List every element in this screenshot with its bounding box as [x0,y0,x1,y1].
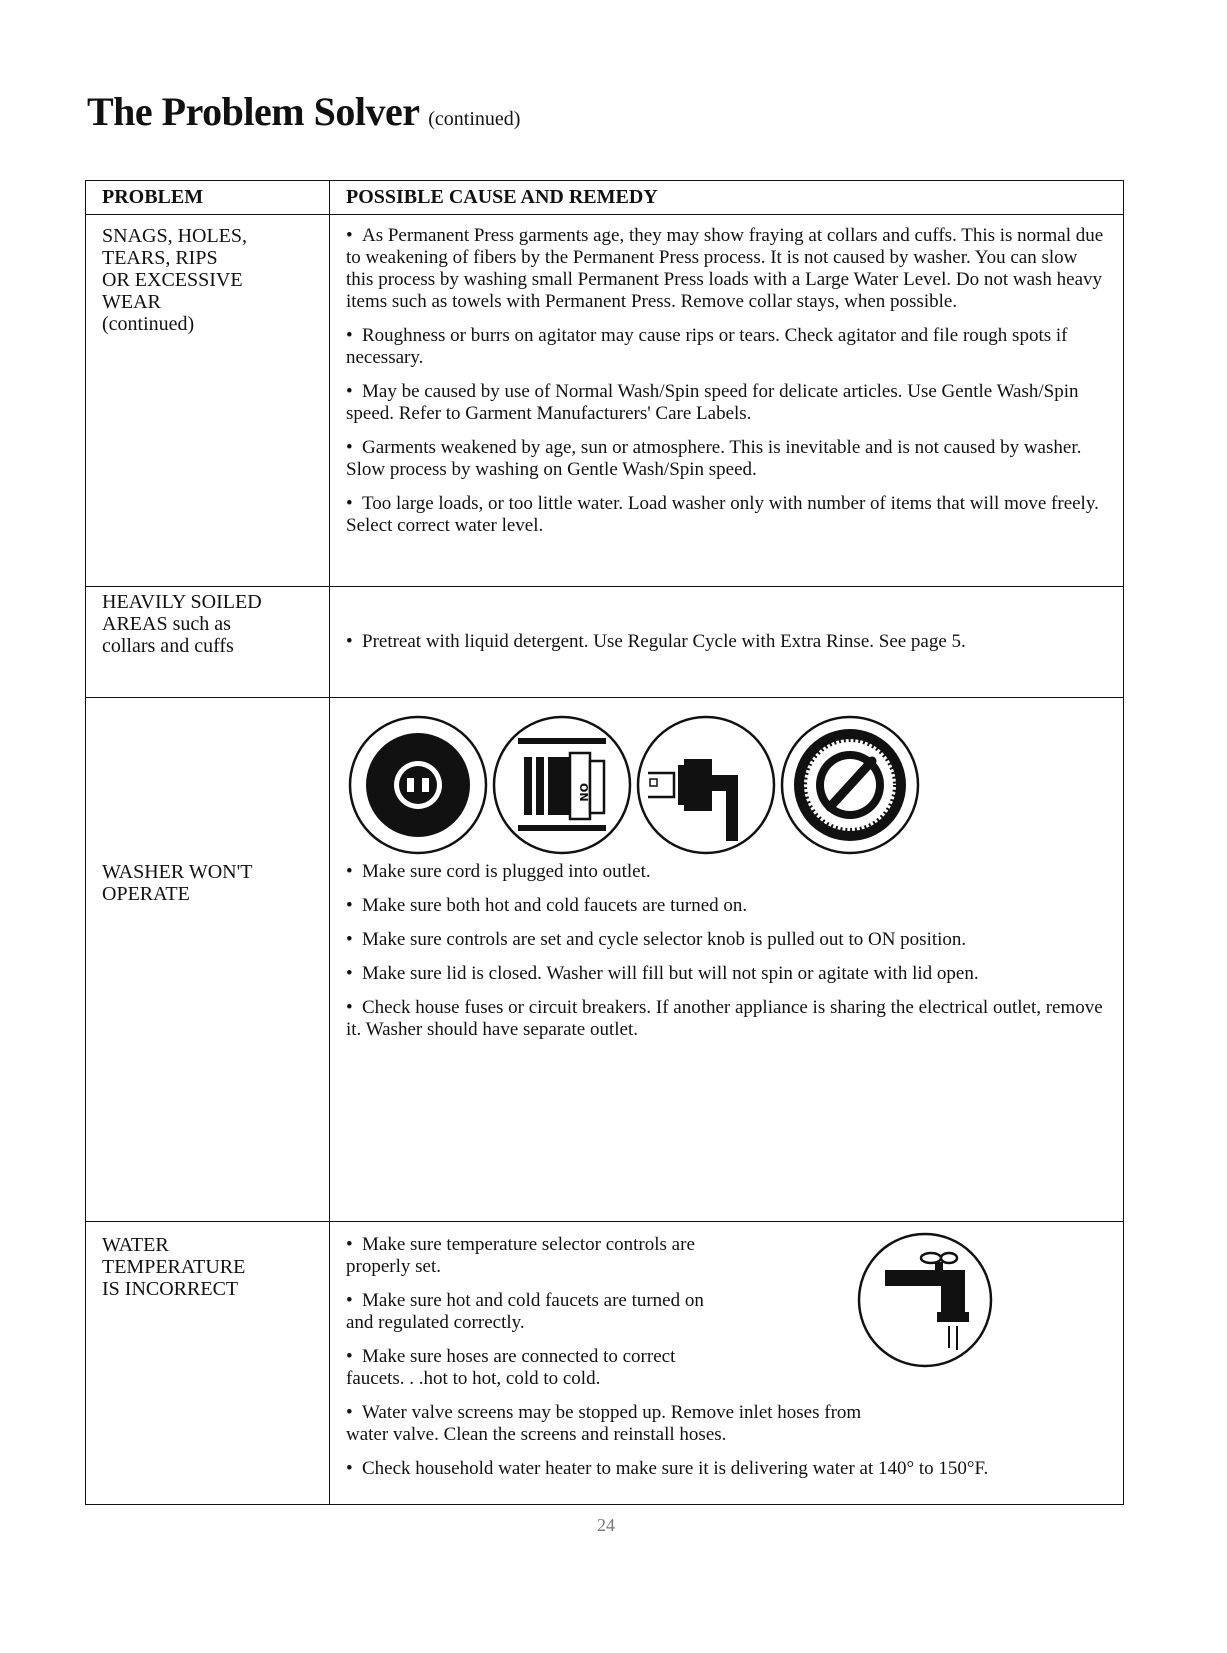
remedy-text: Make sure temperature selector controls are properly set. [346,1234,695,1277]
remedy-text: Pretreat with liquid detergent. Use Regular Cycle with Extra Rinse. See page 5. [362,631,966,652]
circuit-breaker-icon [490,713,634,857]
remedy-item: • Make sure both hot and cold faucets are turned on. [346,895,748,916]
problem-text: SNAGS, HOLES, TEARS, RIPS OR EXCESSIVE WEAR (continued) [102,225,248,335]
remedy-text: As Permanent Press garments age, they may show fraying at collars and cuffs. This is normal due to weakening of fibers by the Permanent Press process. It is not caused by washer. You can slow this process by washing small Permanent Press loads with a Large Water Level. Do not wash heavy items such as towels with Permanent Press. Remove collar stays, when possible. [346,225,1104,312]
problem-text: HEAVILY SOILED AREAS such as collars and cuffs [102,591,262,657]
remedy-item: • Too large loads, or too little water. Load washer only with number of items that will move freely. Select correct water level. [346,493,1099,536]
remedy-item: • Make sure lid is closed. Washer will fill but will not spin or agitate with lid open. [346,963,979,984]
title-suffix: (continued) [428,108,521,130]
remedy-item: • Water valve screens may be stopped up. Remove inlet hoses from water valve. Clean the screens and reinstall hoses. [346,1402,862,1445]
remedy-text: Check household water heater to make sure it is delivering water at 140° to 150°F. [362,1458,989,1479]
remedy-list [346,225,1107,537]
remedy-text: Too large loads, or too little water. Load washer only with number of items that will move freely. Select correct water level. [346,493,1099,536]
header-remedy: POSSIBLE CAUSE AND REMEDY [330,181,1124,215]
cycle-dial-icon [778,713,922,857]
remedy-text: Check house fuses or circuit breakers. If another appliance is sharing the electrical outlet, remove it. Washer should have separate outlet. [346,997,1103,1040]
icon-strip [346,713,1107,861]
remedy-item: • As Permanent Press garments age, they may show fraying at collars and cuffs. This is normal due to weakening of fibers by the Permanent Press process. It is not caused by washer. You can slow this process by washing small Permanent Press loads with a Large Water Level. Do not wash heavy items such as towels with Permanent Press. Remove collar stays, when possible. [346,225,1104,312]
problem-cell [86,215,330,587]
table-row [86,698,1124,1222]
remedy-item: • Make sure hot and cold faucets are turned on and regulated correctly. [346,1290,704,1333]
remedy-list [346,861,1107,1041]
faucet-icon [855,1230,995,1370]
remedy-text: Water valve screens may be stopped up. Remove inlet hoses from water valve. Clean the screens and reinstall hoses. [346,1402,862,1445]
remedy-text: Garments weakened by age, sun or atmosphere. This is inevitable and is not caused by washer. Slow process by washing on Gentle Wash/Spin speed. [346,437,1082,480]
remedy-cell [330,698,1124,1222]
table-row [86,215,1124,587]
remedy-item: • Pretreat with liquid detergent. Use Regular Cycle with Extra Rinse. See page 5. [346,631,966,652]
table-header-row [86,181,1124,215]
remedy-item: • Make sure hoses are connected to correct faucets. . .hot to hot, cold to cold. [346,1346,676,1389]
remedy-item: • Roughness or burrs on agitator may cause rips or tears. Check agitator and file rough spots if necessary. [346,325,1068,368]
breaker-on-label: ON [577,783,590,802]
problem-cell [86,587,330,698]
remedy-item: • Garments weakened by age, sun or atmosphere. This is inevitable and is not caused by washer. Slow process by washing on Gentle Wash/Spin speed. [346,437,1082,480]
plug-icon [634,713,778,857]
problem-cell [86,1222,330,1505]
remedy-cell [330,1222,1124,1505]
remedy-cell [330,215,1124,587]
remedy-item: • May be caused by use of Normal Wash/Spin speed for delicate articles. Use Gentle Wash/Spin speed. Refer to Garment Manufacturers' Care Labels. [346,381,1079,424]
remedy-text: May be caused by use of Normal Wash/Spin speed for delicate articles. Use Gentle Wash/Spin speed. Refer to Garment Manufacturers' Care Labels. [346,381,1079,424]
remedy-item: • Make sure temperature selector controls are properly set. [346,1234,695,1277]
remedy-text: Make sure hoses are connected to correct faucets. . .hot to hot, cold to cold. [346,1346,676,1389]
remedy-item: • Make sure cord is plugged into outlet. [346,861,651,882]
table-row [86,587,1124,698]
remedy-item: • Check household water heater to make sure it is delivering water at 140° to 150°F. [346,1458,989,1479]
table-row [86,1222,1124,1505]
problem-solver-table [85,180,1124,1505]
remedy-item: • Check house fuses or circuit breakers. If another appliance is sharing the electrical outlet, remove it. Washer should have separate outlet. [346,997,1103,1040]
title-text: The Problem Solver [87,89,419,134]
header-problem: PROBLEM [86,181,330,215]
remedy-text: Make sure cord is plugged into outlet. [362,861,651,882]
remedy-text: Roughness or burrs on agitator may cause rips or tears. Check agitator and file rough spots if necessary. [346,325,1068,368]
problem-cell [86,698,330,1222]
outlet-icon [346,713,490,857]
problem-text: WATER TEMPERATURE IS INCORRECT [102,1234,246,1300]
remedy-list [346,631,1107,653]
page-title [87,88,520,143]
remedy-text: Make sure hot and cold faucets are turned on and regulated correctly. [346,1290,704,1333]
remedy-text: Make sure both hot and cold faucets are turned on. [362,895,748,916]
problem-text: WASHER WON'T OPERATE [102,861,253,905]
remedy-text: Make sure controls are set and cycle selector knob is pulled out to ON position. [362,929,967,950]
remedy-item: • Make sure controls are set and cycle selector knob is pulled out to ON position. [346,929,967,950]
remedy-cell [330,587,1124,698]
page-number: 24 [597,1515,615,1535]
remedy-text: Make sure lid is closed. Washer will fill but will not spin or agitate with lid open. [362,963,979,984]
